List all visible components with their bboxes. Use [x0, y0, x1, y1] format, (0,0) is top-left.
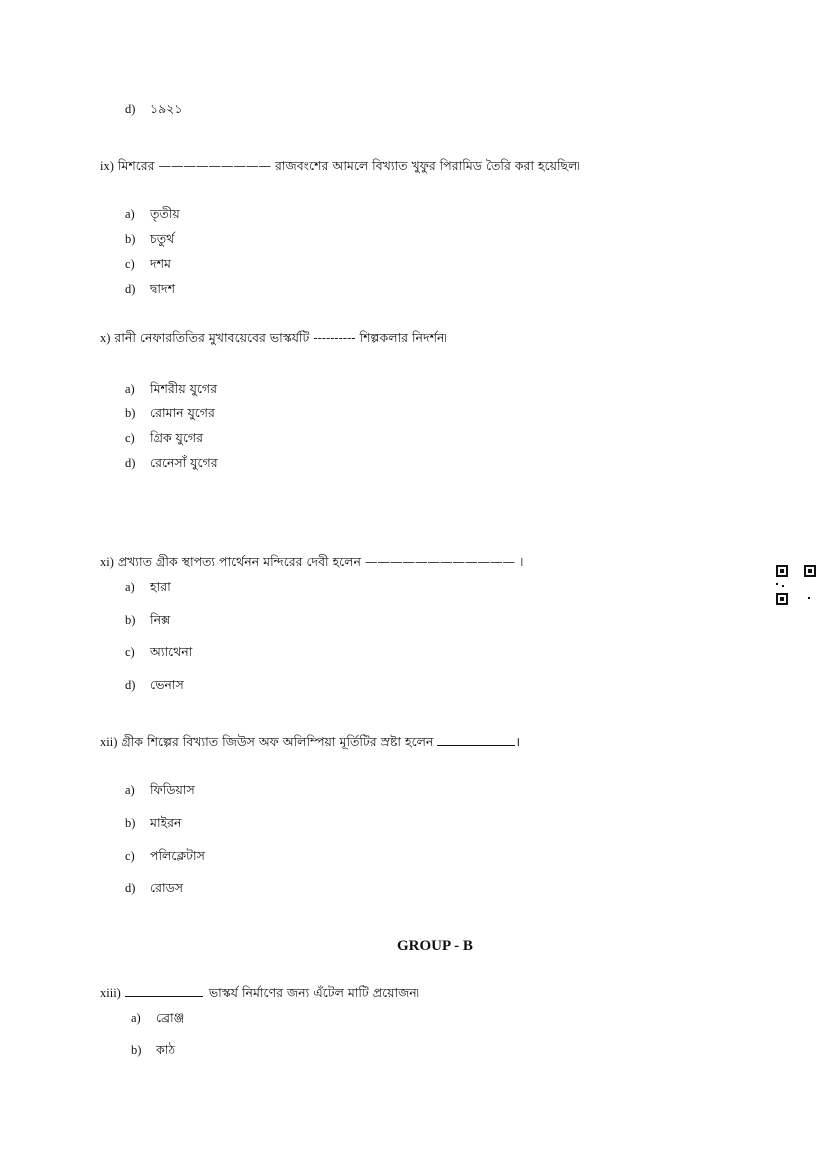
question-text-after: শিল্পকলার নিদর্শন৷ — [359, 330, 447, 345]
option-text: হারা — [150, 579, 171, 594]
option-label: b) — [125, 816, 136, 830]
option-label: d) — [125, 102, 136, 116]
option-label: c) — [125, 645, 135, 659]
option-label: c) — [125, 257, 135, 271]
question-text-after: । — [518, 554, 524, 569]
option-text: গ্রিক যুগের — [150, 430, 203, 445]
option-label: d) — [125, 881, 136, 895]
option-text: কাঠ — [156, 1042, 176, 1057]
answer-blank: ---------- — [313, 330, 356, 345]
question-3 — [100, 554, 523, 570]
option-text: রোমান যুগের — [150, 405, 215, 420]
option-text: ব্রোঞ্জ — [156, 1010, 185, 1025]
option-label: b) — [125, 613, 136, 627]
question-number: xii) — [100, 735, 118, 749]
question-2 — [100, 330, 447, 346]
answer-blank: ————————— — [158, 158, 272, 173]
option-label: a) — [125, 382, 135, 396]
option-text: মিশরীয় যুগের — [150, 381, 217, 396]
option-label: d) — [125, 282, 136, 296]
option-text: নিক্স — [150, 612, 171, 627]
option-text: পলিক্লেটাস — [150, 848, 205, 863]
question-number: ix) — [100, 159, 114, 173]
question-text-before: প্রখ্যাত গ্রীক স্থাপত্য পার্থেনন মন্দিরের দেবী হলেন — [117, 554, 361, 569]
option-text: চতুর্থ — [150, 231, 175, 246]
option-label: b) — [131, 1043, 142, 1057]
option-label: b) — [125, 406, 136, 420]
option-text: রোডস — [150, 880, 184, 895]
question-text-after: রাজবংশের আমলে বিখ্যাত খুফুর পিরামিড তৈরি করা হয়েছিল৷ — [275, 158, 580, 173]
question-number: xi) — [100, 555, 114, 569]
answer-blank — [437, 733, 515, 746]
option-label: b) — [125, 232, 136, 246]
option-text: রেনেসাঁ যুগের — [150, 455, 218, 470]
option-text: ফিডিয়াস — [150, 782, 195, 797]
qr-code-icon — [776, 565, 816, 605]
option-label: a) — [125, 580, 135, 594]
option-label: a) — [125, 783, 135, 797]
option-text: তৃতীয় — [150, 206, 180, 221]
option-label: a) — [125, 207, 135, 221]
option-text: অ্যাথেনা — [150, 644, 193, 659]
option-label: a) — [131, 1011, 141, 1025]
option-label: c) — [125, 431, 135, 445]
option-text: মাইরন — [150, 815, 182, 830]
option-text: দ্বাদশ — [150, 281, 176, 296]
question-number: xiii) — [100, 986, 121, 1000]
option-label: d) — [125, 456, 136, 470]
question-text-before: মিশরের — [117, 158, 155, 173]
answer-blank: ———————————— — [364, 554, 515, 569]
group-heading: GROUP - B — [397, 938, 473, 954]
question-text-after: ভাস্কর্য নির্মাণের জন্য এঁটেল মাটি প্রয়োজন৷ — [208, 985, 419, 1000]
option-text: ভেনাস — [150, 677, 184, 692]
question-4 — [100, 733, 520, 750]
question-number: x) — [100, 331, 111, 345]
option-text: ১৯২১ — [150, 102, 183, 116]
option-label: c) — [125, 849, 135, 863]
question-5 — [100, 984, 419, 1001]
question-text-before: রানী নেফারতিতির মুখাবয়েবের ভাস্কর্যটি — [114, 330, 310, 345]
question-1 — [100, 158, 580, 174]
question-text-after: । — [515, 734, 521, 749]
answer-blank — [125, 984, 203, 997]
option-text: দশম — [150, 256, 171, 271]
option-label: d) — [125, 678, 136, 692]
question-text-before: গ্রীক শিল্পের বিখ্যাত জিউস অফ অলিম্পিয়া মূর্তিটির স্রষ্টা হলেন — [121, 734, 434, 749]
